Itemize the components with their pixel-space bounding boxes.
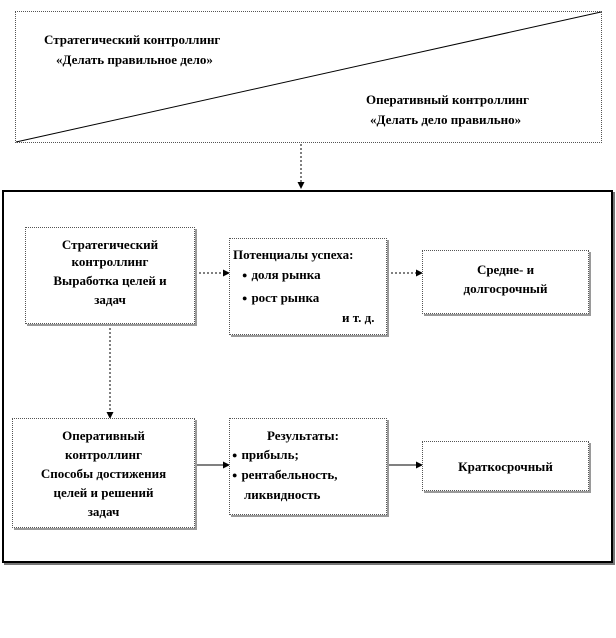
midterm-line2: долгосрочный — [463, 281, 548, 296]
shortterm-box — [422, 441, 589, 491]
operative-box-line5: задач — [87, 504, 120, 519]
potentials-item-market-share: ● доля рынка — [242, 266, 321, 284]
strategic-box-line4: задач — [94, 292, 126, 307]
potentials-title: Потенциалы успеха: — [233, 247, 354, 262]
strategic-box-line1: Стратегический — [61, 237, 159, 252]
operative-box-line1: Оперативный — [62, 428, 145, 443]
operative-box — [12, 418, 195, 528]
strategic-box-line3: Выработка целей и — [53, 273, 167, 288]
results-title: Результаты: — [267, 428, 339, 443]
operative-controlling-title: Оперативный контроллинг — [366, 92, 529, 107]
results-item-profitability: ● рентабельность, — [232, 466, 338, 484]
operative-box-line4: целей и решений — [53, 485, 154, 500]
potentials-item-market-growth: ● рост рынка — [242, 289, 319, 307]
results-item-profit: ● прибыль; — [232, 446, 299, 464]
midterm-line1: Средне- и — [476, 262, 535, 277]
potentials-etc: и т. д. — [342, 310, 375, 325]
potentials-box — [229, 238, 387, 335]
results-box — [229, 418, 387, 515]
operative-box-line2: контроллинг — [65, 447, 142, 462]
strategic-controlling-motto: «Делать правильное дело» — [56, 52, 213, 67]
strategic-box — [25, 227, 195, 324]
strategic-controlling-title: Стратегический контроллинг — [44, 32, 221, 47]
operative-controlling-motto: «Делать дело правильно» — [370, 112, 522, 127]
shortterm-label: Краткосрочный — [458, 459, 553, 474]
strategic-box-line2: контроллинг — [71, 254, 149, 269]
operative-box-line3: Способы достижения — [40, 466, 167, 481]
results-liquidity: ликвидность — [244, 487, 321, 502]
midterm-box — [422, 250, 589, 314]
